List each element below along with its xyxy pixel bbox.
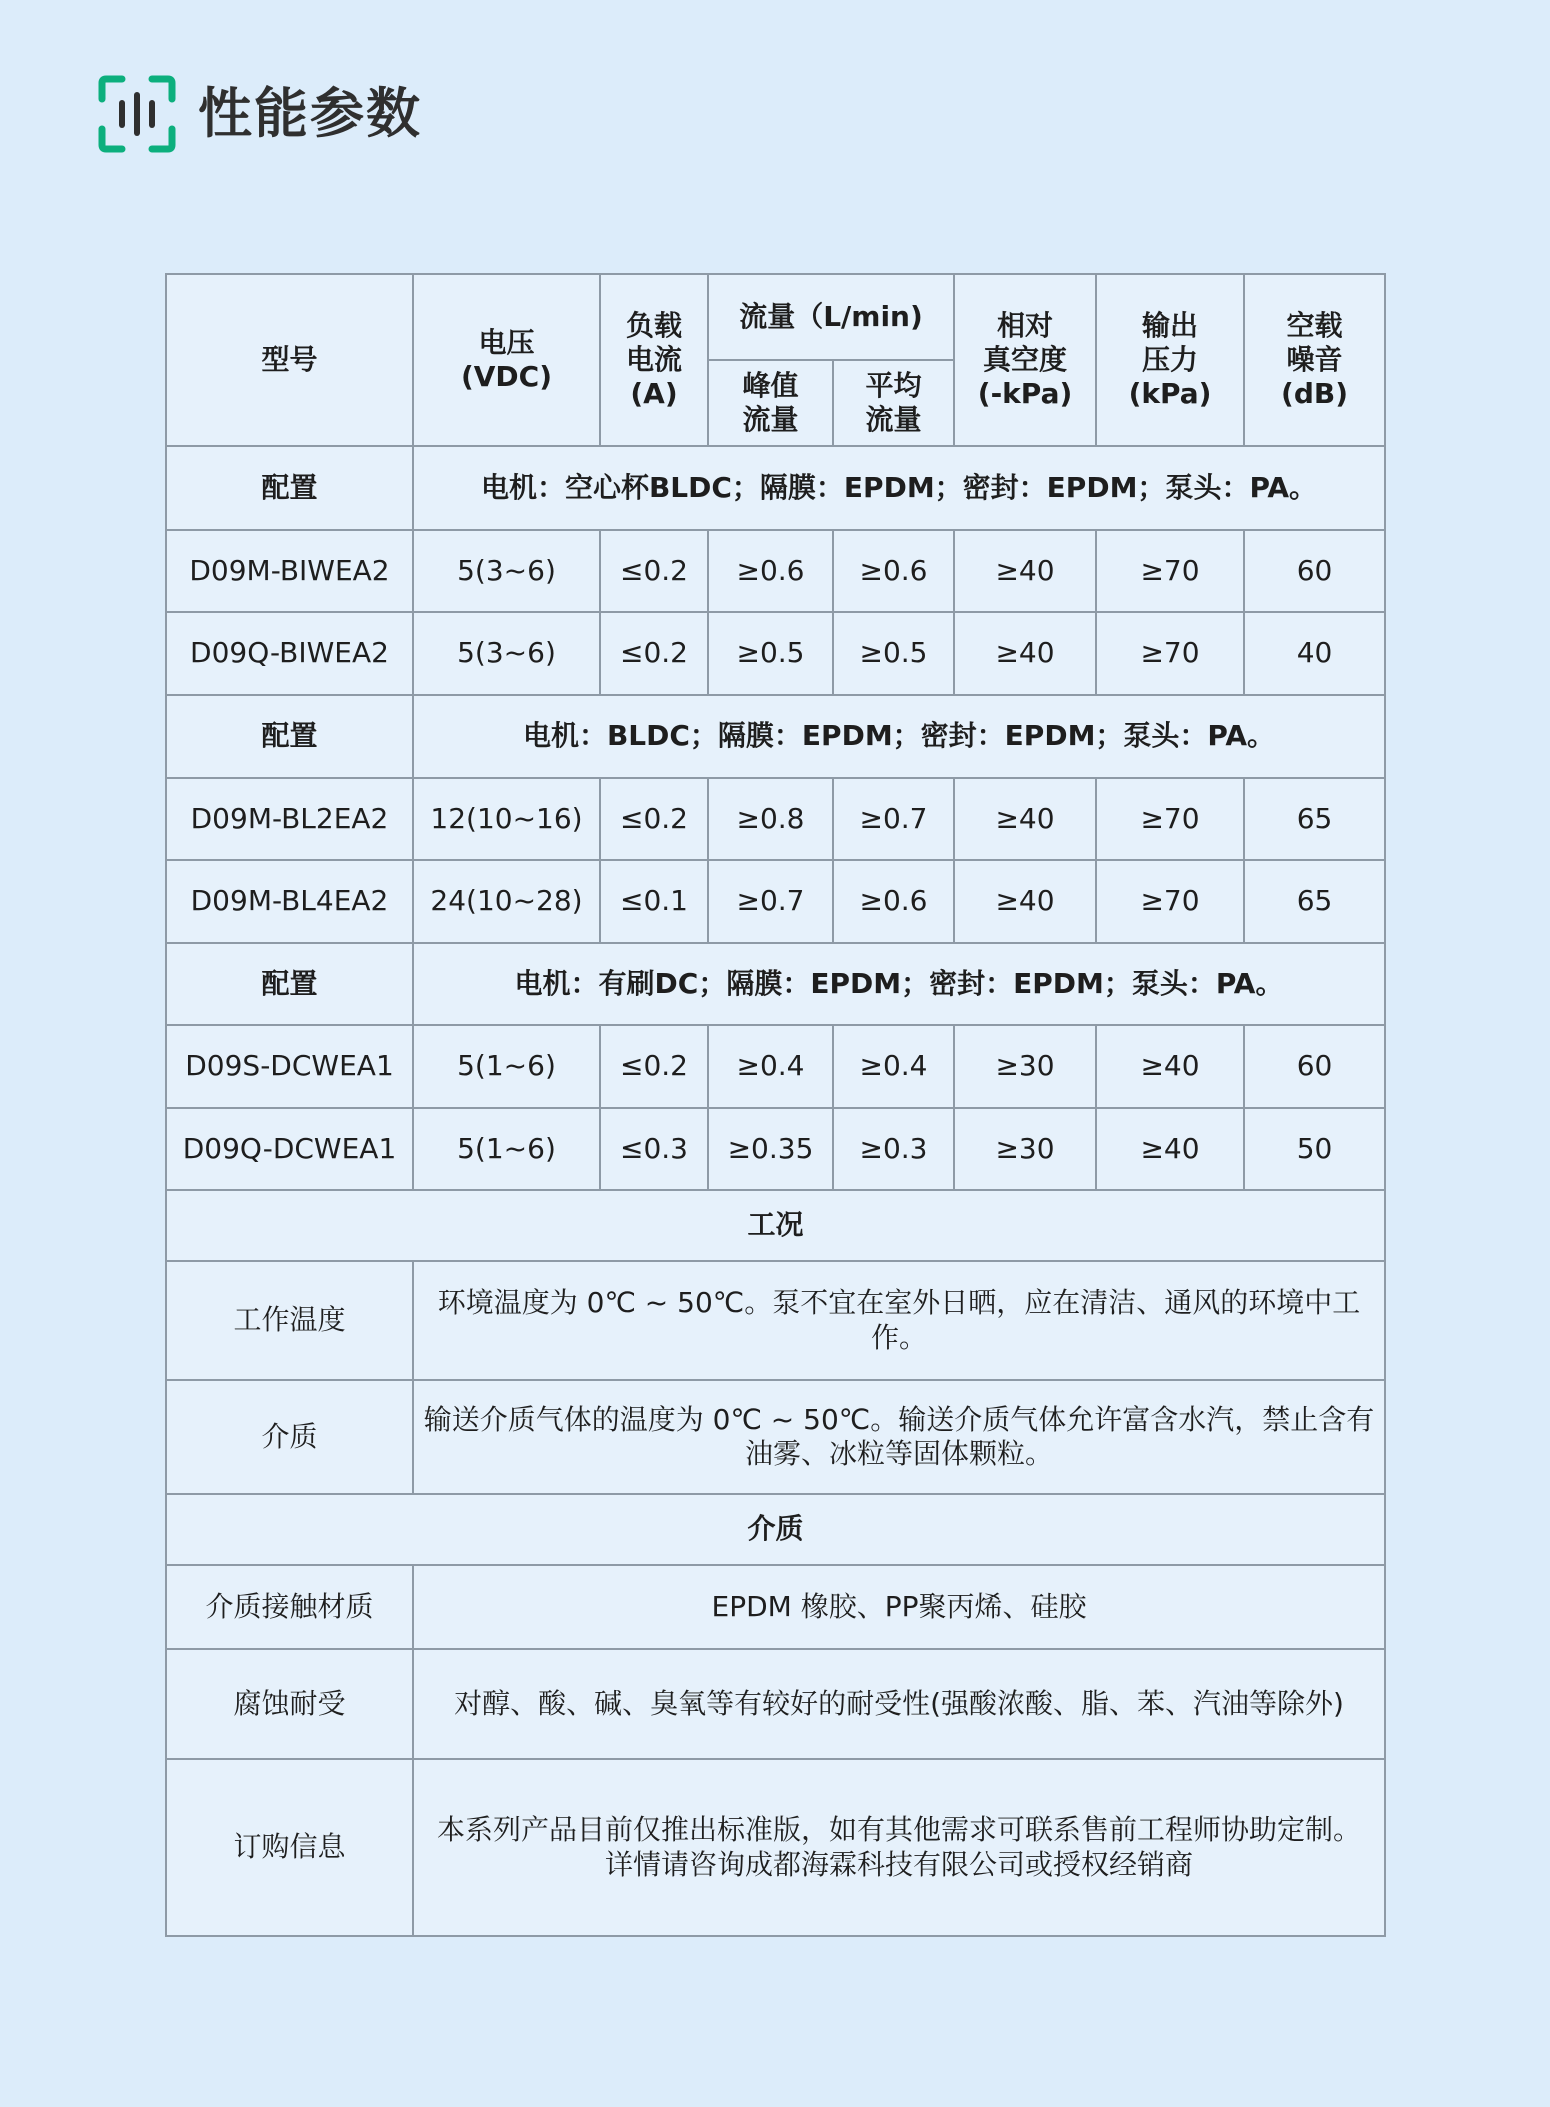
current-cell: ≤0.2 [600, 612, 708, 695]
header-flow-avg: 平均 流量 [833, 360, 954, 446]
voltage-cell: 5(3~6) [413, 612, 600, 695]
table-row [166, 1025, 1385, 1108]
voltage-cell: 12(10~16) [413, 778, 600, 860]
flow-avg-cell: ≥0.5 [833, 612, 954, 695]
flow-peak-cell: ≥0.7 [708, 860, 833, 943]
table-row [166, 612, 1385, 695]
condition-label: 工作温度 [166, 1261, 413, 1380]
header-noise: 空载 噪音 (dB) [1244, 274, 1385, 446]
voltage-cell: 5(3~6) [413, 530, 600, 612]
medium-label: 腐蚀耐受 [166, 1649, 413, 1759]
flow-peak-cell: ≥0.5 [708, 612, 833, 695]
pressure-cell: ≥70 [1096, 860, 1244, 943]
noise-cell: 50 [1244, 1108, 1385, 1190]
table-row [166, 860, 1385, 943]
config-label: 配置 [166, 446, 413, 530]
flow-avg-cell: ≥0.3 [833, 1108, 954, 1190]
flow-avg-cell: ≥0.6 [833, 860, 954, 943]
pressure-cell: ≥40 [1096, 1108, 1244, 1190]
vacuum-cell: ≥40 [954, 530, 1096, 612]
table-row [166, 1108, 1385, 1190]
order-label: 订购信息 [166, 1759, 413, 1936]
noise-cell: 40 [1244, 612, 1385, 695]
waveform-scan-icon [98, 75, 176, 153]
noise-cell: 60 [1244, 530, 1385, 612]
conditions-title: 工况 [166, 1190, 1385, 1261]
model-cell: D09S-DCWEA1 [166, 1025, 413, 1108]
model-cell: D09Q-BIWEA2 [166, 612, 413, 695]
header-vacuum: 相对 真空度 (-kPa) [954, 274, 1096, 446]
pressure-cell: ≥40 [1096, 1025, 1244, 1108]
config-text: 电机：BLDC；隔膜：EPDM；密封：EPDM；泵头：PA。 [413, 695, 1385, 778]
page-header [98, 74, 422, 154]
medium-title: 介质 [166, 1494, 1385, 1565]
pressure-cell: ≥70 [1096, 612, 1244, 695]
flow-peak-cell: ≥0.8 [708, 778, 833, 860]
flow-peak-cell: ≥0.6 [708, 530, 833, 612]
current-cell: ≤0.1 [600, 860, 708, 943]
vacuum-cell: ≥30 [954, 1108, 1096, 1190]
voltage-cell: 5(1~6) [413, 1025, 600, 1108]
config-label: 配置 [166, 943, 413, 1025]
model-cell: D09M-BL2EA2 [166, 778, 413, 860]
noise-cell: 65 [1244, 860, 1385, 943]
pressure-cell: ≥70 [1096, 778, 1244, 860]
voltage-cell: 5(1~6) [413, 1108, 600, 1190]
flow-avg-cell: ≥0.4 [833, 1025, 954, 1108]
current-cell: ≤0.2 [600, 530, 708, 612]
flow-avg-cell: ≥0.6 [833, 530, 954, 612]
flow-peak-cell: ≥0.4 [708, 1025, 833, 1108]
pressure-cell: ≥70 [1096, 530, 1244, 612]
flow-avg-cell: ≥0.7 [833, 778, 954, 860]
config-text: 电机：有刷DC；隔膜：EPDM；密封：EPDM；泵头：PA。 [413, 943, 1385, 1025]
current-cell: ≤0.2 [600, 778, 708, 860]
header-voltage: 电压 (VDC) [413, 274, 600, 446]
condition-label: 介质 [166, 1380, 413, 1494]
header-flow: 流量（L/min) [708, 274, 954, 360]
table-row [166, 778, 1385, 860]
header-current: 负载 电流 (A) [600, 274, 708, 446]
model-cell: D09Q-DCWEA1 [166, 1108, 413, 1190]
vacuum-cell: ≥30 [954, 1025, 1096, 1108]
table-row [166, 530, 1385, 612]
medium-text: EPDM 橡胶、PP聚丙烯、硅胶 [413, 1565, 1385, 1649]
spec-table [165, 273, 1386, 1937]
header-pressure: 输出 压力 (kPa) [1096, 274, 1244, 446]
config-text: 电机：空心杯BLDC；隔膜：EPDM；密封：EPDM；泵头：PA。 [413, 446, 1385, 530]
medium-text: 对醇、酸、碱、臭氧等有较好的耐受性(强酸浓酸、脂、苯、汽油等除外) [413, 1649, 1385, 1759]
vacuum-cell: ≥40 [954, 860, 1096, 943]
header-model: 型号 [166, 274, 413, 446]
noise-cell: 60 [1244, 1025, 1385, 1108]
order-text: 本系列产品目前仅推出标准版，如有其他需求可联系售前工程师协助定制。 详情请咨询成都海霖科技有限公司或授权经销商 [413, 1759, 1385, 1936]
condition-text: 输送介质气体的温度为 0℃ ~ 50℃。输送介质气体允许富含水汽，禁止含有油雾、冰粒等固体颗粒。 [413, 1380, 1385, 1494]
condition-text: 环境温度为 0℃ ~ 50℃。泵不宜在室外日晒，应在清洁、通风的环境中工作。 [413, 1261, 1385, 1380]
current-cell: ≤0.3 [600, 1108, 708, 1190]
header-flow-peak: 峰值 流量 [708, 360, 833, 446]
flow-peak-cell: ≥0.35 [708, 1108, 833, 1190]
model-cell: D09M-BL4EA2 [166, 860, 413, 943]
vacuum-cell: ≥40 [954, 778, 1096, 860]
voltage-cell: 24(10~28) [413, 860, 600, 943]
config-label: 配置 [166, 695, 413, 778]
noise-cell: 65 [1244, 778, 1385, 860]
vacuum-cell: ≥40 [954, 612, 1096, 695]
medium-label: 介质接触材质 [166, 1565, 413, 1649]
model-cell: D09M-BIWEA2 [166, 530, 413, 612]
current-cell: ≤0.2 [600, 1025, 708, 1108]
page-title: 性能参数 [198, 82, 422, 145]
